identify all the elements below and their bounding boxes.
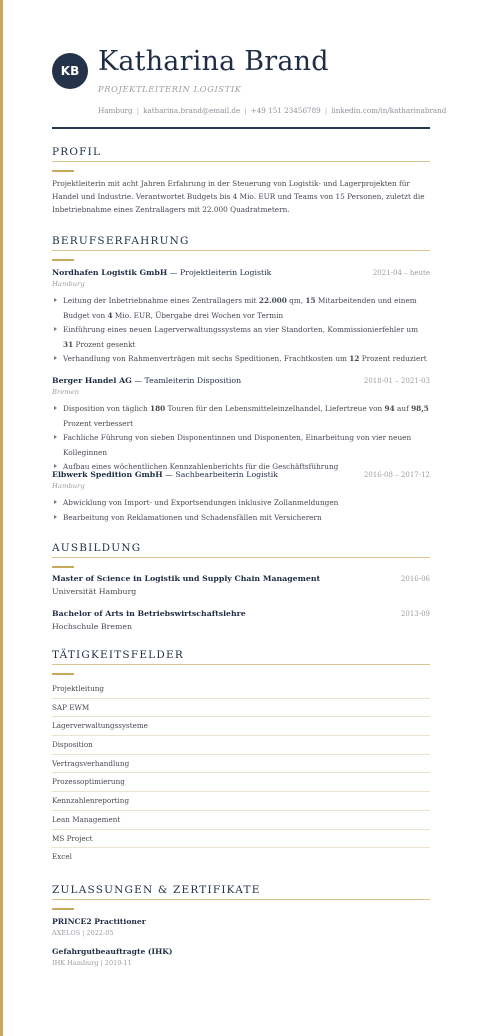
section-accent bbox=[52, 566, 74, 568]
certification-entry bbox=[52, 946, 430, 969]
education-entry bbox=[52, 573, 430, 598]
job-header bbox=[52, 267, 430, 279]
section-rule bbox=[52, 557, 430, 558]
job-company: Berger Handel AG bbox=[52, 376, 132, 385]
certification-name: Gefahrgutbeauftragte (IHK) bbox=[52, 947, 173, 956]
job-role: Sachbearbeiterin Logistik bbox=[175, 470, 278, 479]
job-bullets bbox=[52, 294, 430, 367]
contact-email[interactable]: katharina.brand@email.de bbox=[143, 106, 241, 115]
job-location: Hamburg bbox=[52, 280, 85, 288]
job-role-line: Nordhafen Logistik GmbH — Projektleiterin Logistik bbox=[52, 268, 272, 277]
job-location: Bremen bbox=[52, 388, 80, 396]
section-heading: PROFIL bbox=[52, 146, 102, 158]
job-bullet: Fachliche Führung von sieben Disponentinnen und Disponenten, Einarbeitung von vier neuen Kolleginnen bbox=[52, 431, 430, 460]
candidate-name: Katharina Brand bbox=[98, 46, 329, 77]
section-accent bbox=[52, 259, 74, 261]
section-heading: AUSBILDUNG bbox=[52, 542, 142, 554]
skill-item: Lagerverwaltungssysteme bbox=[52, 717, 430, 736]
resume-header bbox=[52, 0, 447, 128]
job-bullet: Aufbau eines wöchentlichen Kennzahlenberichts für die Geschäftsführung bbox=[52, 460, 430, 475]
job-location: Hamburg bbox=[52, 482, 85, 490]
contact-separator: | bbox=[324, 106, 328, 115]
skill-item: Vertragsverhandlung bbox=[52, 755, 430, 774]
contact-separator: | bbox=[136, 106, 140, 115]
education-date: 2013-09 bbox=[400, 610, 430, 618]
education-date: 2016-06 bbox=[400, 575, 430, 583]
section-heading: TÄTIGKEITSFELDER bbox=[52, 649, 184, 661]
skill-item: Lean Management bbox=[52, 811, 430, 830]
section-heading: BERUFSERFAHRUNG bbox=[52, 235, 190, 247]
job-role-line: Berger Handel AG — Teamleiterin Disposition bbox=[52, 376, 242, 385]
education-header bbox=[52, 608, 430, 620]
job-bullet: Abwicklung von Import- und Exportsendungen inklusive Zollanmeldungen bbox=[52, 496, 430, 511]
education-degree: Bachelor of Arts in Betriebswirtschaftslehre bbox=[52, 609, 246, 618]
section-accent bbox=[52, 673, 74, 675]
job-header bbox=[52, 469, 430, 481]
job-role-line: Elbwerk Spedition GmbH — Sachbearbeiterin Logistik bbox=[52, 470, 278, 479]
section-accent bbox=[52, 908, 74, 910]
skill-item: Disposition bbox=[52, 736, 430, 755]
job-role: Projektleiterin Logistik bbox=[179, 268, 272, 277]
skill-item: Kennzahlenreporting bbox=[52, 792, 430, 811]
job-title: PROJEKTLEITERIN LOGISTIK bbox=[98, 84, 242, 94]
profile-text: Projektleiterin mit acht Jahren Erfahrung in der Steuerung von Logistik- und Lagerprojekten für Handel und Industrie. Verantwortet Budgets bis 4 Mio. EUR und Teams von 15 Personen, zuletzt die Inbetriebnahme eines Zentrallagers mit 22.000 Quadratmetern. bbox=[52, 179, 425, 214]
skills-section bbox=[52, 648, 430, 675]
job-entry bbox=[52, 469, 430, 525]
certification-meta: AXELOS | 2022-05 bbox=[52, 929, 114, 937]
job-bullet: Bearbeitung von Reklamationen und Schadensfällen mit Versicherern bbox=[52, 511, 430, 526]
certifications-section bbox=[52, 883, 430, 910]
job-company: Elbwerk Spedition GmbH bbox=[52, 470, 163, 479]
avatar: KB bbox=[52, 53, 88, 89]
job-company: Nordhafen Logistik GmbH bbox=[52, 268, 168, 277]
education-section bbox=[52, 541, 430, 568]
left-accent-rule bbox=[0, 0, 3, 1036]
job-role: Teamleiterin Disposition bbox=[144, 376, 242, 385]
job-dates: 2016-08 – 2017-12 bbox=[363, 471, 430, 479]
header-divider bbox=[52, 127, 430, 129]
job-bullets bbox=[52, 496, 430, 525]
contact-linkedin[interactable]: linkedin.com/in/katharinabrand bbox=[331, 106, 447, 115]
job-bullet: Leitung der Inbetriebnahme eines Zentrallagers mit 22.000 qm, 15 Mitarbeitenden und einem Budget von 4 Mio. EUR, Übergabe drei Wochen vor Termin bbox=[52, 294, 430, 323]
education-institution: Hochschule Bremen bbox=[52, 622, 132, 631]
skill-item: Prozessoptimierung bbox=[52, 773, 430, 792]
job-bullet: Verhandlung von Rahmenverträgen mit sechs Speditionen, Frachtkosten um 12 Prozent reduziert bbox=[52, 352, 430, 367]
section-rule bbox=[52, 899, 430, 900]
education-institution: Universität Hamburg bbox=[52, 587, 137, 596]
section-accent bbox=[52, 170, 74, 172]
contact-city: Hamburg bbox=[98, 106, 133, 115]
profile-section bbox=[52, 145, 430, 216]
job-bullet: Einführung eines neuen Lagerverwaltungssystems an vier Standorten, Kommissionierfehler um 31 Prozent gesenkt bbox=[52, 323, 430, 352]
education-entry bbox=[52, 608, 430, 633]
certification-meta: IHK Hamburg | 2019-11 bbox=[52, 959, 132, 967]
section-rule bbox=[52, 161, 430, 162]
contact-separator: | bbox=[244, 106, 247, 115]
skills-list bbox=[52, 680, 430, 867]
resume-page bbox=[52, 0, 447, 967]
job-bullet: Disposition von täglich 180 Touren für den Lebensmitteleinzelhandel, Liefertreue von 94 auf 98,5 Prozent verbessert bbox=[52, 402, 430, 431]
job-dates: 2018-01 – 2021-03 bbox=[363, 377, 430, 385]
experience-section bbox=[52, 234, 430, 261]
skill-item: Excel bbox=[52, 852, 72, 862]
section-heading: ZULASSUNGEN & ZERTIFIKATE bbox=[52, 884, 261, 896]
section-rule bbox=[52, 250, 430, 251]
education-header bbox=[52, 573, 430, 585]
contact-line bbox=[98, 106, 446, 115]
skill-item: SAP EWM bbox=[52, 699, 430, 718]
job-entry bbox=[52, 267, 430, 367]
certification-entry bbox=[52, 916, 430, 939]
section-rule bbox=[52, 664, 430, 665]
contact-phone[interactable]: +49 151 23456789 bbox=[250, 106, 321, 115]
skill-item: Projektleitung bbox=[52, 680, 430, 699]
job-header bbox=[52, 375, 430, 387]
education-degree: Master of Science in Logistik und Supply Chain Management bbox=[52, 574, 321, 583]
job-dates: 2021-04 – heute bbox=[372, 269, 430, 277]
job-entry bbox=[52, 375, 430, 475]
job-bullets bbox=[52, 402, 430, 475]
certification-name: PRINCE2 Practitioner bbox=[52, 917, 146, 926]
skill-item: MS Project bbox=[52, 830, 430, 849]
